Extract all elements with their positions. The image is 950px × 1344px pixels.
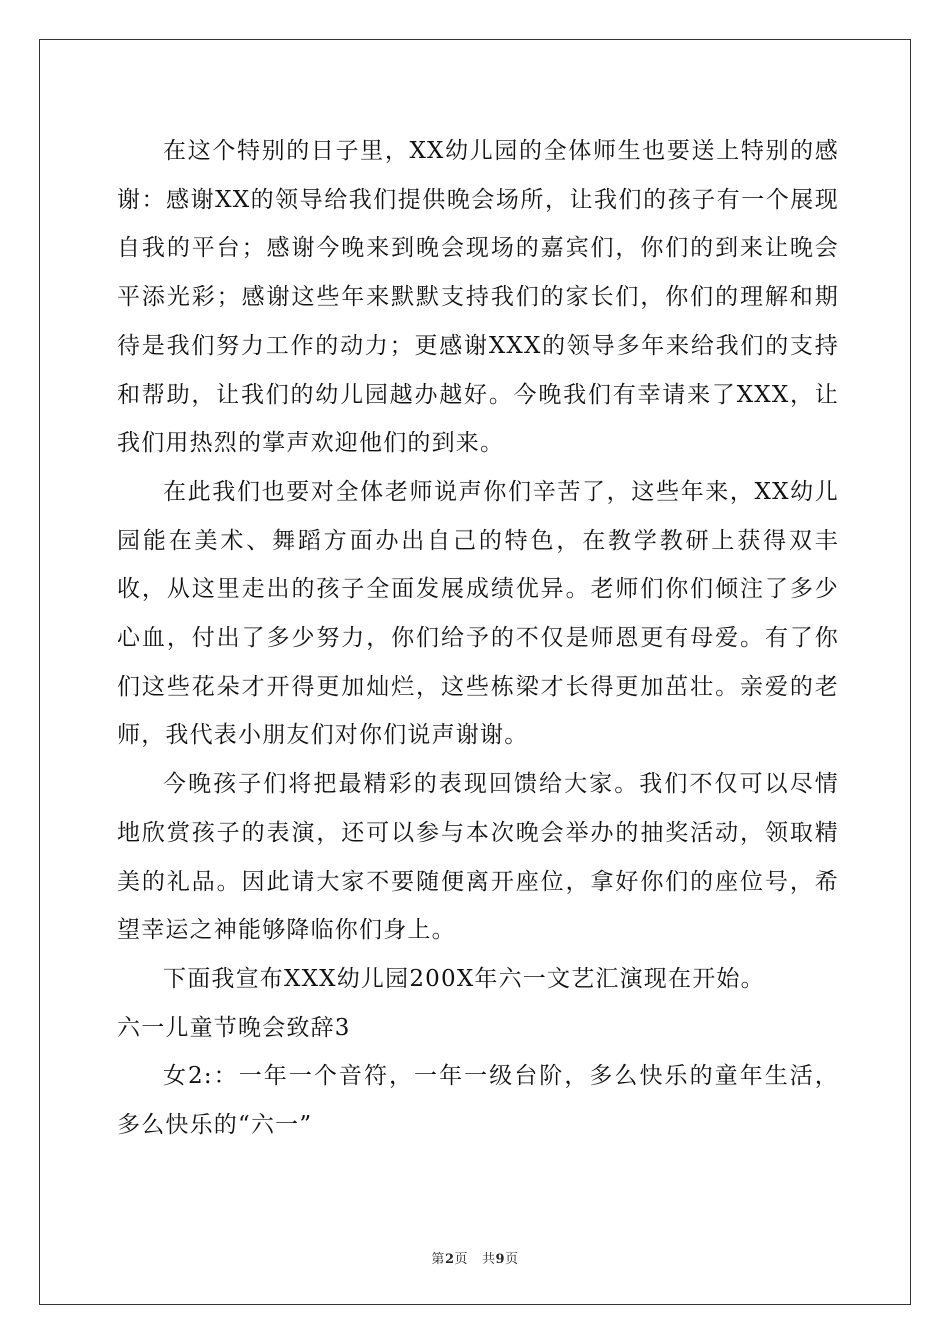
footer-page-suffix: 页 xyxy=(454,1252,468,1267)
document-body xyxy=(117,127,839,1150)
body-paragraph-3: 今晚孩子们将把最精彩的表现回馈给大家。我们不仅可以尽情地欣赏孩子的表演，还可以参与本次晚会举办的抽奖活动，领取精美的礼品。因此请大家不要随便离开座位，拿好你们的座位号，希望幸运之神能够降临你们身上。 xyxy=(117,771,839,944)
footer-page-number: 2 xyxy=(444,1252,455,1267)
page-footer xyxy=(0,1248,950,1267)
closing-paragraph: 女2:：一年一个音符，一年一级台阶，多么快乐的童年生活，多么快乐的“六一” xyxy=(117,1063,839,1139)
footer-total-suffix: 页 xyxy=(505,1252,519,1267)
body-paragraph-1: 在这个特别的日子里，XX幼儿园的全体师生也要送上特别的感谢：感谢XX的领导给我们提供晚会场所，让我们的孩子有一个展现自我的平台；感谢今晚来到晚会现场的嘉宾们，你们的到来让晚会平添光彩；感谢这些年来默默支持我们的家长们，你们的理解和期待是我们努力工作的动力；更感谢XXX的领导多年来给我们的支持和帮助，让我们的幼儿园越办越好。今晚我们有幸请来了XXX，让我们用热烈的掌声欢迎他们的到来。 xyxy=(117,138,839,457)
footer-prefix: 第 xyxy=(431,1252,445,1267)
footer-total-prefix: 共 xyxy=(482,1252,496,1267)
footer-total-pages: 9 xyxy=(495,1252,506,1267)
body-paragraph-4: 下面我宣布XXX幼儿园200X年六一文艺汇演现在开始。 xyxy=(163,965,765,992)
section-heading: 六一儿童节晚会致辞3 xyxy=(117,1014,351,1041)
body-paragraph-2: 在此我们也要对全体老师说声你们辛苦了，这些年来，XX幼儿园能在美术、舞蹈方面办出自己的特色，在教学教研上获得双丰收，从这里走出的孩子全面发展成绩优异。老师们你们倾注了多少心血，付出了多少努力，你们给予的不仅是师恩更有母爱。有了你们这些花朵才开得更加灿烂，这些栋梁才长得更加茁壮。亲爱的老师，我代表小朋友们对你们说声谢谢。 xyxy=(117,478,839,749)
